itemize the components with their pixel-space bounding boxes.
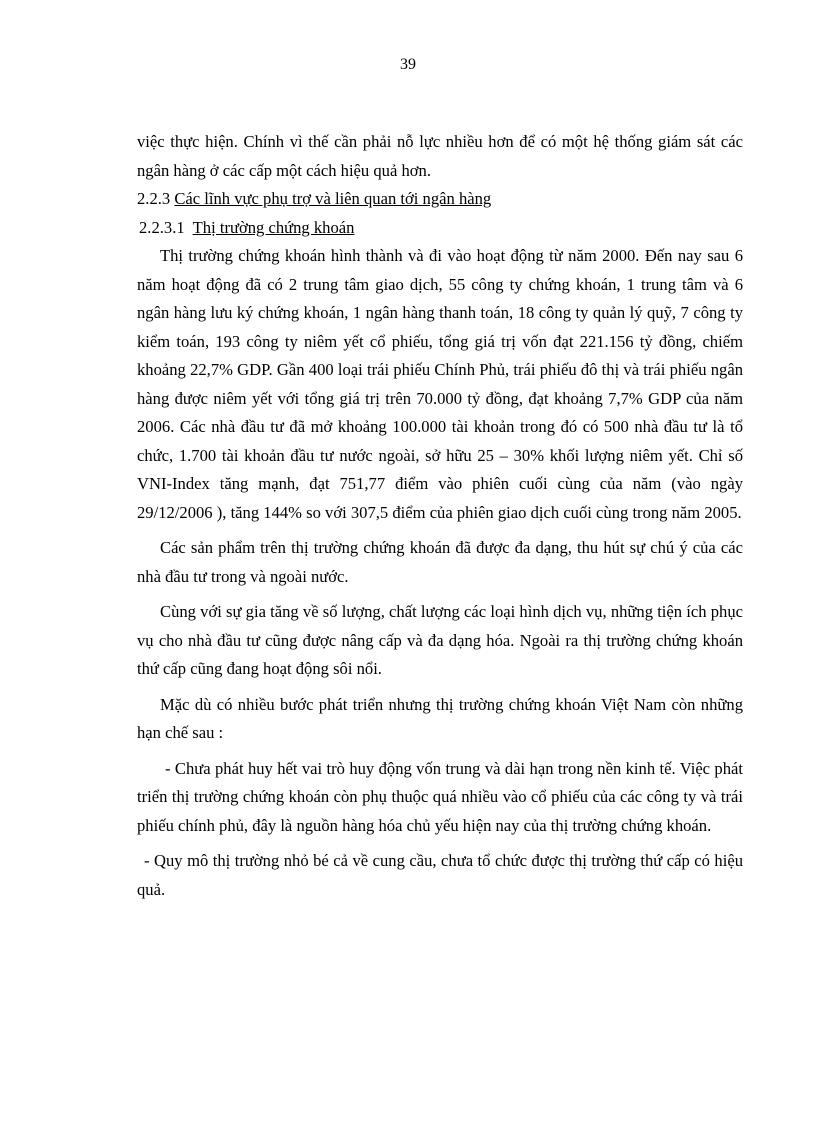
subsection-title: Thị trường chứng khoán	[192, 217, 355, 237]
list-item-limitation-1: - Chưa phát huy hết vai trò huy động vốn trung và dài hạn trong nền kinh tế. Việc phát triển thị trường chứng khoán còn phụ thuộc quá nhiều vào cổ phiếu của các công ty và trái phiếu chính phủ, đây là nguồn hàng hóa chủ yếu hiện nay của thị trường chứng khoán.	[137, 758, 743, 835]
subsection-heading-2-2-3-1	[137, 214, 743, 243]
paragraph-products: Các sản phẩm trên thị trường chứng khoán đã được đa dạng, thu hút sự chú ý của các nhà đầu tư trong và ngoài nước.	[137, 538, 743, 586]
page-number: 39	[400, 56, 416, 73]
paragraph-continuation: việc thực hiện. Chính vì thế cần phải nỗ lực nhiều hơn để có một hệ thống giám sát các ngân hàng ở các cấp một cách hiệu quả hơn.	[137, 132, 743, 180]
list-item-limitation-2: - Quy mô thị trường nhỏ bé cả về cung cầu, chưa tổ chức được thị trường thứ cấp có hiệu quả.	[137, 851, 743, 899]
subsection-number: 2.2.3.1	[139, 217, 185, 237]
section-heading-2-2-3	[137, 185, 743, 214]
paragraph-market-overview: Thị trường chứng khoán hình thành và đi vào hoạt động từ năm 2000. Đến nay sau 6 năm hoạt động đã có 2 trung tâm giao dịch, 55 công ty chứng khoán, 1 trung tâm và 6 ngân hàng lưu ký chứng khoán, 1 ngân hàng thanh toán, 18 công ty quản lý quỹ, 7 công ty kiểm toán, 193 công ty niêm yết cổ phiếu, tổng giá trị vốn đạt 221.156 tỷ đồng, chiếm khoảng 22,7% GDP. Gần 400 loại trái phiếu Chính Phủ, trái phiếu đô thị và trái phiếu ngân hàng được niêm yết với tổng giá trị trên 70.000 tỷ đồng, đạt khoảng 7,7% GDP của năm 2006. Các nhà đầu tư đã mở khoảng 100.000 tài khoản trong đó có 500 nhà đầu tư là tổ chức, 1.700 tài khoản đầu tư nước ngoài, sở hữu 25 – 30% khối lượng niêm yết. Chỉ số VNI-Index tăng mạnh, đạt 751,77 điểm vào phiên cuối cùng của năm (vào ngày 29/12/2006 ), tăng 144% so với 307,5 điểm của phiên giao dịch cuối cùng trong năm 2005.	[137, 246, 743, 522]
document-body	[137, 128, 743, 904]
paragraph-services: Cùng với sự gia tăng về số lượng, chất lượng các loại hình dịch vụ, những tiện ích phục vụ cho nhà đầu tư cũng được nâng cấp và đa dạng hóa. Ngoài ra thị trường chứng khoán thứ cấp cũng đang hoạt động sôi nổi.	[137, 602, 743, 678]
section-number: 2.2.3	[137, 189, 171, 208]
paragraph-limitations-intro: Mặc dù có nhiều bước phát triển nhưng thị trường chứng khoán Việt Nam còn những hạn chế sau :	[137, 694, 743, 742]
section-title: Các lĩnh vực phụ trợ và liên quan tới ngân hàng	[174, 189, 492, 208]
